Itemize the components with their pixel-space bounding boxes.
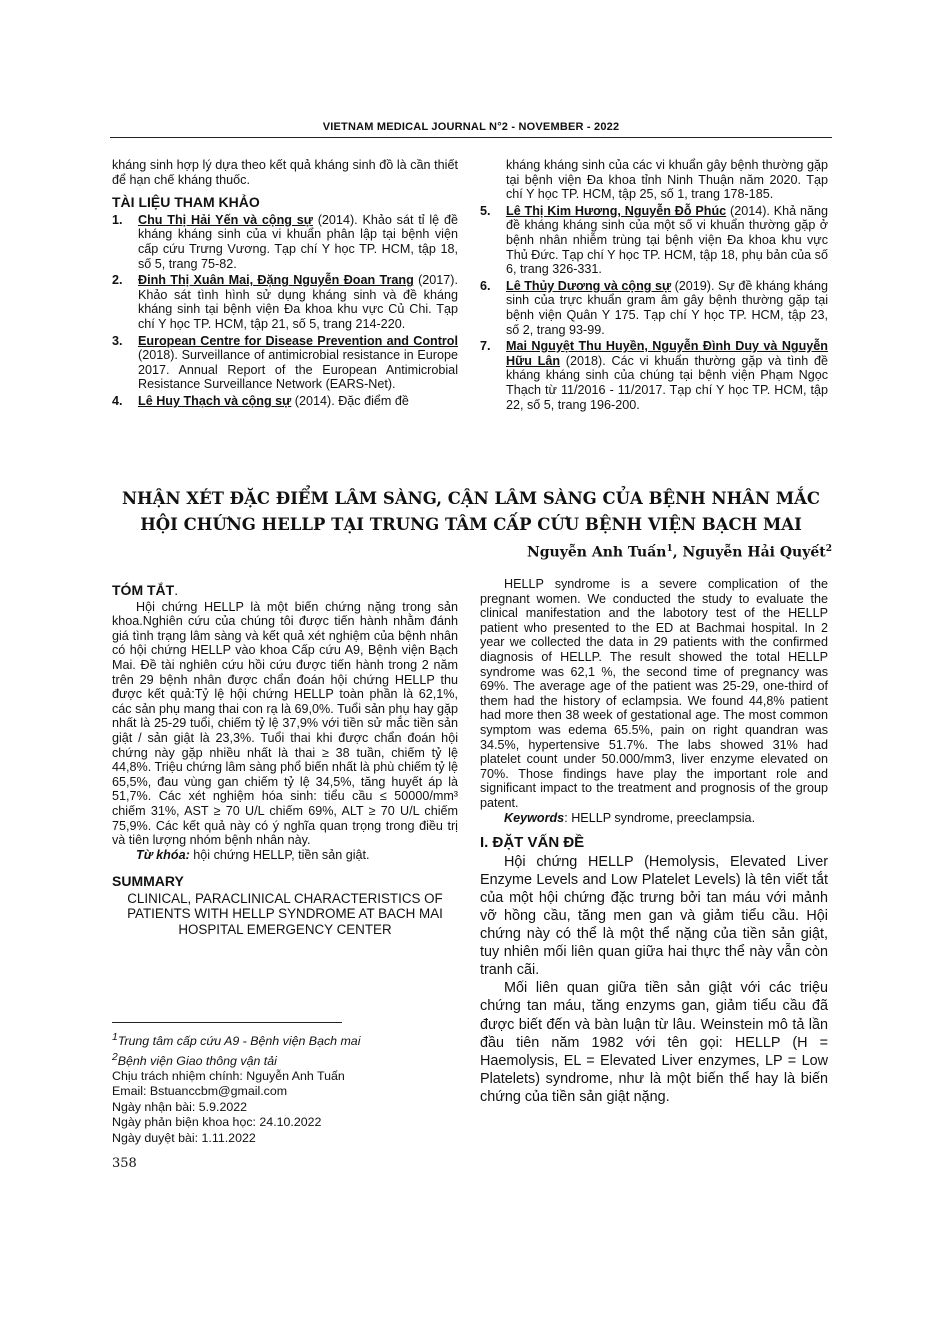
reference-text (138, 394, 458, 409)
prev-article-right-column (480, 158, 828, 414)
reference-text (506, 279, 828, 337)
references-heading: TÀI LIỆU THAM KHẢO (112, 194, 260, 211)
reference-details: (2014). Khả năng đề kháng kháng sinh của một số vi khuẩn thường gặp ở bệnh nhân nhiễm trùng tại bệnh viện Đa khoa khu vực Thủ Đức. Tạp chí Y học TP. HCM, tập 18, phụ bản của số 6, trang 326-331. (506, 203, 828, 277)
keywords-label: Từ khóa: (136, 847, 190, 862)
summary-column (480, 577, 828, 1106)
reference-number: 2. (112, 273, 123, 288)
article-title-line: NHẬN XÉT ĐẶC ĐIỂM LÂM SÀNG, CẬN LÂM SÀNG CỦA BỆNH NHÂN MẮC (121, 489, 821, 508)
reference-number: 6. (480, 278, 491, 293)
reference-text (506, 204, 828, 277)
running-header: VIETNAM MEDICAL JOURNAL N°2 - NOVEMBER - 2022 (322, 121, 620, 133)
keywords-label: Keywords (504, 810, 565, 825)
reference-number: 5. (480, 203, 491, 218)
page-number: 358 (112, 1156, 137, 1171)
author-name: Nguyễn Anh Tuấn (526, 544, 667, 561)
reference-continuation (480, 158, 828, 202)
author-affiliation-mark: 1 (666, 544, 673, 554)
corresponding-author: Chịu trách nhiệm chính: Nguyễn Anh Tuấn (112, 1069, 345, 1084)
article-title (110, 486, 832, 538)
reference-item (112, 273, 458, 331)
reference-item (112, 394, 458, 409)
abstract-text: Hội chứng HELLP là một biến chứng nặng trong sản khoa.Nghiên cứu của chúng tôi được tiến hành nhằm đánh giá tình trạng lâm sàng và kết quả xét nghiệm của bệnh nhân có hội chứng HELLP vào khoa Cấp cứu A9, Bệnh viện Bạch Mai. Đề tài nghiên cứu hồi cứu được tiến hành trong 2 năm trên 29 bệnh nhân được chẩn đoán hội chứng HELLP thu được kết quả:Tỷ lệ hội chứng HELLP toàn phần là 62,1%, các sản phụ mang thai con rạ là 69,0%. Tuổi sản phụ hay gặp nhất là 25-29 tuổi, chiếm tỷ lệ 37,9% với tiền sử mắc tiền sản giật / sản giật là 23,3%. Tuổi thai khi được chẩn đoán hội chứng này gặp nhiều nhất là thai ≥ 38 tuần, chiếm tỷ lệ 44,8%. Triệu chứng lâm sàng phổ biến nhất là phù chiếm tỷ lệ 65,5%, đau vùng gan chiếm tỷ lệ 34,5%, tăng huyết áp là 51,7%. Các xét nghiệm hóa sinh: tiểu cầu ≤ 50000/mm³ chiếm 31%, AST ≥ 70 U/L chiếm 69%, ALT ≥ 70 U/L chiếm 75,9%. Các kết quả này có ý nghĩa quan trọng trong điều trị và tiên lượng nhóm bệnh nhân này. (112, 599, 458, 848)
reference-authors: Lê Thủy Dương và cộng sự (506, 278, 672, 293)
reference-item (112, 334, 458, 392)
abstract-heading: TÓM TẮT. (112, 582, 179, 598)
reference-details: (2014). Đặc điểm đề (291, 393, 409, 408)
summary-text: HELLP syndrome is a severe complication of the pregnant women. We conducted the study to evaluate the clinical manifestation and the labotory test of the HELLP patient who presented to the ED at Bachmai hospital. In 2 year we collected the data in 29 patients with the confirmed diagnosis of HELLP. The result showed the total HELLP syndrome was 62,1 %, the second time of pregnancy was 69%. The average age of the patient was 25-29, one-third of them had the history of eclampsia. We found 44,8% patient had more then 38 week of gestational age. The most common symptom was edema 65.5%, pain on right quandran was 34.5%, hypertensive 51.7%. The labs showed 31% had platelet count under 50.000/mm3, liver enzyme elevated on 70%. Those findings have play the important role and significant impact to the treatment and prognosis of the group patent. (480, 577, 828, 810)
intro-paragraph: Mối liên quan giữa tiền sản giật với các triệu chứng tan máu, tăng enzyms gan, giảm tiểu cầu đã được biết đến và bàn luận từ lâu. Weinstein mô tả lần đầu tiên năm 1982 với tên gọi: HELLP (H = Haemolysis, EL = Elevated Liver enzymes, LP = Low Platelets) syndrome, như là một biến thể hay là biến chứng của tiền sản giật nặng. (480, 980, 828, 1105)
keywords-value: : HELLP syndrome, preeclampsia. (564, 810, 756, 825)
reference-authors: Lê Huy Thạch và cộng sự (138, 393, 292, 408)
header-rule (110, 137, 832, 138)
prev-article-left-column (112, 158, 458, 411)
affiliation-2: $^2$Bệnh viện Giao thông vận tải (112, 1051, 277, 1068)
footnotes (112, 1030, 458, 1146)
reference-authors: European Centre for Disease Prevention and Control (138, 333, 458, 348)
affiliation-1: $^1$Trung tâm cấp cứu A9 - Bệnh viện Bạch mai (112, 1032, 361, 1049)
reference-text (138, 334, 458, 392)
intro-heading: I. ĐẶT VẤN ĐỀ (480, 834, 585, 852)
reference-details: (2018). Các vi khuẩn thường gặp và tình đề kháng kháng sinh của chúng tại bệnh viện Phạm Ngọc Thạch từ 11/2016 - 11/2017. Tạp chí Y học TP. HCM, tập 22, số 5, trang 196-200. (506, 353, 828, 412)
reference-text: kháng kháng sinh của các vi khuẩn gây bệnh thường gặp tại bệnh viện Đa khoa tỉnh Ninh Thuận năm 2020. Tạp chí Y học TP. HCM, tập 25, số 1, trang 178-185. (506, 158, 828, 202)
date-received: Ngày nhận bài: 5.9.2022 (112, 1099, 248, 1114)
reference-number: 4. (112, 393, 123, 408)
summary-heading: SUMMARY (112, 873, 184, 890)
reference-authors: Mai Nguyệt Thu Huyền, Nguyễn Đình Duy và Nguyễn Hữu Lân (506, 339, 828, 368)
email: Email: Bstuanccbm@gmail.com (112, 1084, 288, 1099)
reference-text (506, 339, 828, 412)
article-authors (440, 544, 832, 561)
reference-authors: Đinh Thị Xuân Mai, Đặng Nguyễn Đoan Trang (138, 273, 414, 288)
reference-authors: Lê Thị Kim Hương, Nguyễn Đỗ Phúc (506, 203, 727, 218)
reference-item (480, 279, 828, 337)
reference-item (480, 339, 828, 412)
date-reviewed: Ngày phản biện khoa học: 24.10.2022 (112, 1115, 322, 1130)
reference-details: (2018). Surveillance of antimicrobial resistance in Europe 2017. Annual Report of the European Antimicrobial Resistance Surveillance Network (EARS-Net). (138, 348, 458, 392)
summary-title: CLINICAL, PARACLINICAL CHARACTERISTICS OF PATIENTS WITH HELLP SYNDROME AT BACH MAI HOSPITAL EMERGENCY CENTER (127, 890, 443, 937)
reference-number: 1. (112, 212, 123, 227)
reference-details: (2019). Sự đề kháng kháng sinh của trực khuẩn gram âm gây bệnh thường gặp tại bệnh viện Quân Y 175. Tạp chí Y học TP. HCM, tập 23, số 2, trang 93-99. (506, 278, 828, 337)
intro-paragraph: Hội chứng HELLP (Hemolysis, Elevated Liver Enzyme Levels and Low Platelet Levels) là tên viết tắt của một hội chứng đặc trưng bởi tan máu với mảnh vỡ hồng cầu, tăng men gan và giảm tiểu cầu. Hội chứng này có thể là một thể nặng của tiền sản giật, tuy nhiên mối liên quan giữa hai thực thể này vẫn còn tranh cãi. (480, 853, 828, 979)
footnote-rule (112, 1022, 342, 1023)
prev-conclusion-tail: kháng sinh hợp lý dựa theo kết quả kháng sinh đồ là cần thiết để hạn chế kháng thuốc. (112, 158, 458, 187)
author-separator: , (672, 544, 683, 561)
reference-text (138, 213, 458, 271)
date-accepted: Ngày duyệt bài: 1.11.2022 (112, 1130, 256, 1145)
abstract-column (112, 583, 458, 937)
keywords-value: hội chứng HELLP, tiền sản giật. (193, 847, 370, 862)
reference-number: 3. (112, 333, 123, 348)
keywords-vn (112, 848, 458, 863)
author-affiliation-mark: 2 (825, 544, 832, 554)
reference-text (138, 273, 458, 331)
reference-number: 7. (480, 339, 491, 354)
reference-details: (2014). Khảo sát tỉ lệ đề kháng kháng sinh của vi khuẩn phân lập tại bệnh viện cấp cứu Trưng Vương. Tạp chí Y học TP. HCM, tập 18, số 5, trang 75-82. (138, 212, 459, 271)
author-name: Nguyễn Hải Quyết (682, 544, 826, 561)
reference-details: (2017). Khảo sát tình hình sử dụng kháng sinh và đề kháng kháng sinh tại bệnh viện Đa khoa khu vực Củ Chi. Tạp chí Y học TP. HCM, tập 21, số 5, trang 214-220. (138, 273, 458, 331)
keywords-en (480, 811, 828, 826)
reference-item (112, 213, 458, 271)
reference-item (480, 204, 828, 277)
article-title-line: HỘI CHỨNG HELLP TẠI TRUNG TÂM CẤP CỨU BỆNH VIỆN BẠCH MAI (140, 515, 802, 534)
reference-authors: Chu Thị Hải Yến và cộng sự (138, 212, 313, 227)
